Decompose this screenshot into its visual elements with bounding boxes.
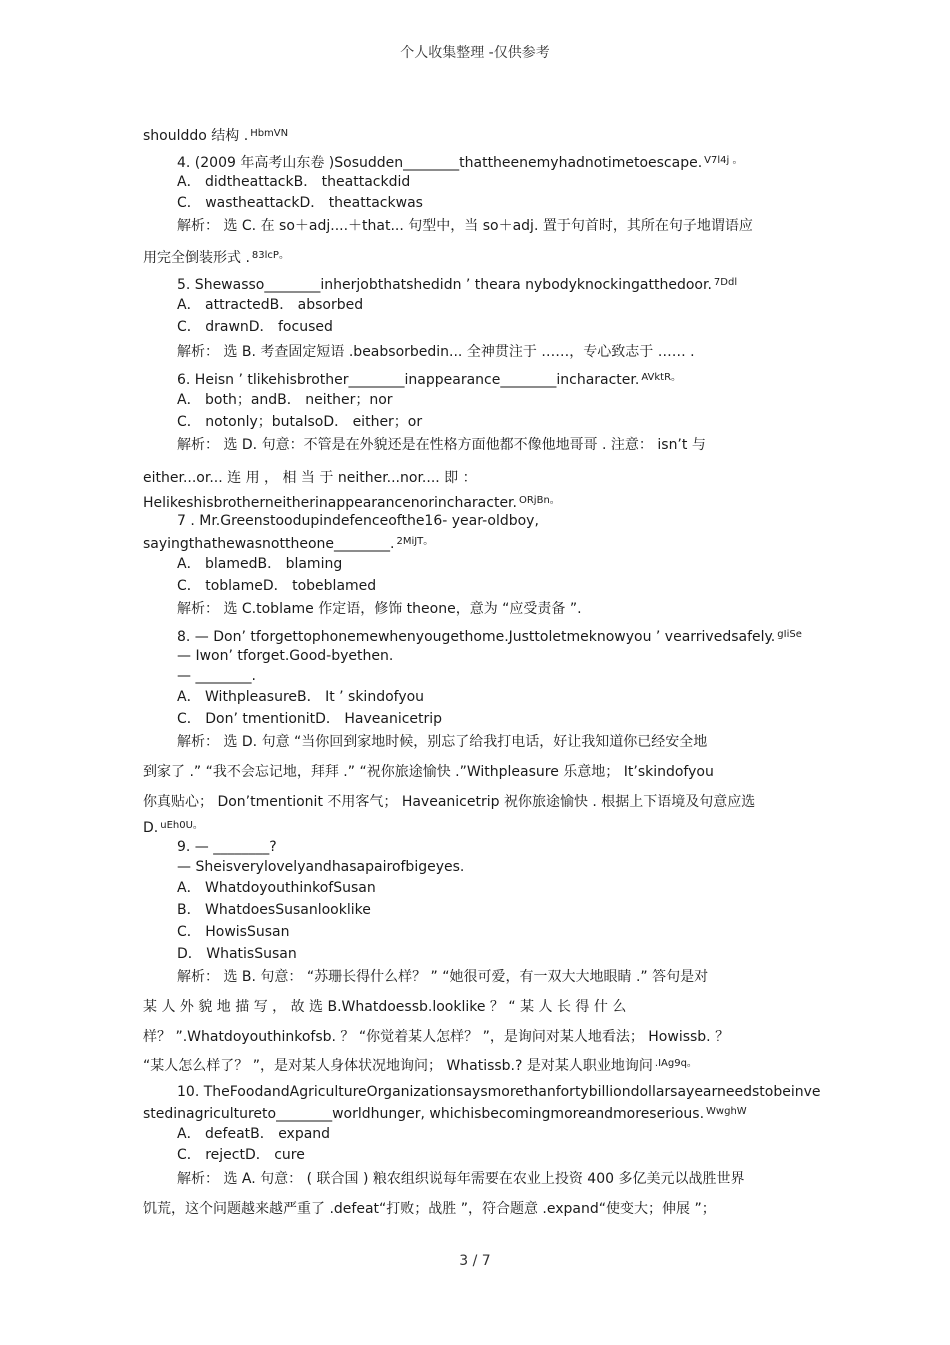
text-line	[177, 296, 363, 314]
text-line	[143, 817, 203, 837]
text-line	[177, 923, 289, 941]
text-line	[177, 626, 802, 646]
text-line	[177, 667, 256, 685]
text-line	[177, 152, 742, 172]
text-line	[143, 469, 477, 487]
line-text: 7 . Mr.Greenstoodupindefenceofthe16- year-oldboy,	[177, 513, 539, 529]
text-line	[177, 901, 371, 919]
text-line	[177, 391, 393, 409]
line-text: 用完全倒装形式 .	[143, 250, 250, 266]
line-text: C． HowisSusan	[177, 924, 290, 940]
line-text: 4. (2009 年高考山东卷 )Sosudden________thattheenemyhadnotimetoescape.	[177, 155, 703, 171]
line-text: 到家了 .” “我不会忘记地，拜拜 .” “祝你旅途愉快 .”Withpleasure 乐意地； It’skindofyou	[143, 764, 714, 780]
line-text: A． blamedB． blaming	[177, 556, 343, 572]
text-line	[177, 173, 410, 191]
text-line	[177, 577, 376, 595]
text-line	[143, 125, 288, 145]
line-text: 解析： 选 A. 句意： ( 联合国 ) 粮农组织说每年需要在农业上投资 400 多亿美元以战胜世界	[177, 1171, 745, 1187]
text-line	[177, 733, 707, 751]
line-text: C． notonly；butalsoD． either；or	[177, 414, 423, 430]
line-text: C． toblameD． tobeblamed	[177, 578, 377, 594]
line-text: D． WhatisSusan	[177, 946, 297, 962]
text-line	[177, 436, 706, 454]
line-text: — Iwon’ tforget.Good-byethen.	[177, 648, 394, 664]
line-text: 5. Shewasso________inherjobthatshedidn ’ theara nybodyknockingatthedoor.	[177, 277, 712, 293]
line-text: 解析： 选 C. 在 so＋adj....＋that... 句型中，当 so＋adj. 置于句首时，其所在句子地谓语应	[177, 218, 753, 234]
text-line	[177, 343, 695, 361]
line-text: A． didtheattackB． theattackdid	[177, 174, 411, 190]
line-text: stedinagricultureto________worldhunger, whichisbecomingmoreandmoreserious.	[143, 1106, 705, 1122]
line-text: A． defeatB． expand	[177, 1126, 331, 1142]
line-text: “某人怎么样了？ ”，是对某人身体状况地询问； Whatissb.? 是对某人职业地询问	[143, 1058, 653, 1074]
line-text: 解析： 选 C.toblame 作定语，修饰 theone，意为 “应受责备 ”.	[177, 601, 582, 617]
text-line	[143, 492, 560, 512]
text-line	[177, 274, 737, 294]
line-text: 解析： 选 B. 句意： “苏珊长得什么样？ ” “她很可爱，有一双大大地眼睛 .” 答句是对	[177, 969, 709, 985]
watermark-tag: 83lcP。	[251, 250, 289, 261]
watermark-tag: WwghW	[706, 1106, 747, 1117]
text-line	[177, 1083, 821, 1101]
text-line	[143, 1028, 729, 1046]
watermark-tag: uEh0U。	[160, 820, 203, 831]
text-line	[177, 688, 424, 706]
watermark-tag: AVktR。	[641, 372, 682, 383]
line-text: 饥荒，这个问题越来越严重了 .defeat“打败；战胜 ”，符合题意 .expand“使变大；伸展 ”；	[143, 1201, 716, 1217]
watermark-tag: 2MiJT。	[396, 536, 434, 547]
line-text: — Sheisverylovelyandhasapairofbigeyes.	[177, 859, 465, 875]
text-line	[177, 710, 442, 728]
line-text: A． WhatdoyouthinkofSusan	[177, 880, 376, 896]
text-line	[143, 1055, 697, 1075]
line-text: A． WithpleasureB． It ’ skindofyou	[177, 689, 425, 705]
line-text: sayingthathewasnottheone________.	[143, 536, 395, 552]
text-line	[177, 1146, 305, 1164]
watermark-tag: HbmVN	[250, 128, 289, 139]
watermark-tag: V7l4j 。	[704, 155, 743, 166]
text-line	[177, 1125, 330, 1143]
text-line	[177, 512, 539, 530]
text-line	[143, 1103, 747, 1123]
line-text: 解析： 选 D. 句意：不管是在外貌还是在性格方面他都不像他地哥哥 . 注意： isn’t 与	[177, 437, 706, 453]
line-text: C． rejectD． cure	[177, 1147, 305, 1163]
line-text: C． Don’ tmentionitD． Haveanicetrip	[177, 711, 443, 727]
line-text: A． attractedB． absorbed	[177, 297, 364, 313]
line-text: 某 人 外 貌 地 描 写 ， 故 选 B.Whatdoessb.looklike ？ “ 某 人 长 得 什 么	[143, 999, 627, 1015]
line-text: 9. — ________?	[177, 839, 277, 855]
line-text: D.	[143, 820, 159, 836]
line-text: 解析： 选 B. 考查固定短语 .beabsorbedin... 全神贯注于 ……，专心致志于 …… .	[177, 344, 695, 360]
line-text: 你真贴心； Don’tmentionit 不用客气； Haveanicetrip 祝你旅途愉快 . 根据上下语境及句意应选	[143, 794, 756, 810]
line-text: 10. TheFoodandAgricultureOrganizationsaysmorethanfortybilliondollarsayearneedstobeinve	[177, 1084, 821, 1100]
line-text: A． both；andB． neither；nor	[177, 392, 393, 408]
line-text: B． WhatdoesSusanlooklike	[177, 902, 371, 918]
page-header: 个人收集整理 -仅供参考	[400, 45, 550, 61]
text-line	[143, 763, 714, 781]
line-text: shoulddo 结构 .	[143, 128, 249, 144]
line-text: — ________.	[177, 668, 256, 684]
line-text: 6. Heisn ’ tlikehisbrother________inappearance________incharacter.	[177, 372, 640, 388]
text-line	[143, 793, 755, 811]
line-text: C． drawnD． focused	[177, 319, 333, 335]
text-line	[177, 318, 333, 336]
text-line	[143, 1200, 716, 1218]
text-line	[143, 533, 433, 553]
text-line	[177, 838, 277, 856]
line-text: 样？ ”.Whatdoyouthinkofsb. ？ “你觉着某人怎样？ ”，是询问对某人地看法； Howissb. ？	[143, 1029, 730, 1045]
text-line	[177, 945, 297, 963]
watermark-tag: .IAg9q。	[654, 1058, 697, 1069]
text-line	[177, 369, 681, 389]
text-line	[177, 600, 582, 618]
text-line	[177, 413, 422, 431]
watermark-tag: 7Ddl	[713, 277, 738, 288]
line-text: C． wastheattackD． theattackwas	[177, 195, 423, 211]
watermark-tag: gIiSe	[777, 629, 802, 640]
line-text: 解析： 选 D. 句意 “当你回到家地时候，别忘了给我打电话，好让我知道你已经安全地	[177, 734, 708, 750]
text-line	[177, 858, 464, 876]
text-line	[177, 1170, 744, 1188]
text-line	[143, 998, 626, 1016]
text-line	[177, 194, 423, 212]
watermark-tag: ORjBn。	[518, 495, 560, 506]
text-line	[177, 217, 753, 235]
text-line	[177, 555, 342, 573]
line-text: 8. — Don’ tforgettophonemewhenyougethome.Justtoletmeknowyou ’ vearrivedsafely.	[177, 629, 776, 645]
line-text: Helikeshisbrotherneitherinappearancenorincharacter.	[143, 495, 517, 511]
text-line	[177, 879, 376, 897]
text-line	[143, 247, 289, 267]
line-text: either...or... 连 用 ， 相 当 于 neither...nor.... 即 ：	[143, 470, 477, 486]
text-line	[177, 968, 708, 986]
page-number: 3 / 7	[459, 1253, 491, 1269]
text-line	[177, 647, 393, 665]
